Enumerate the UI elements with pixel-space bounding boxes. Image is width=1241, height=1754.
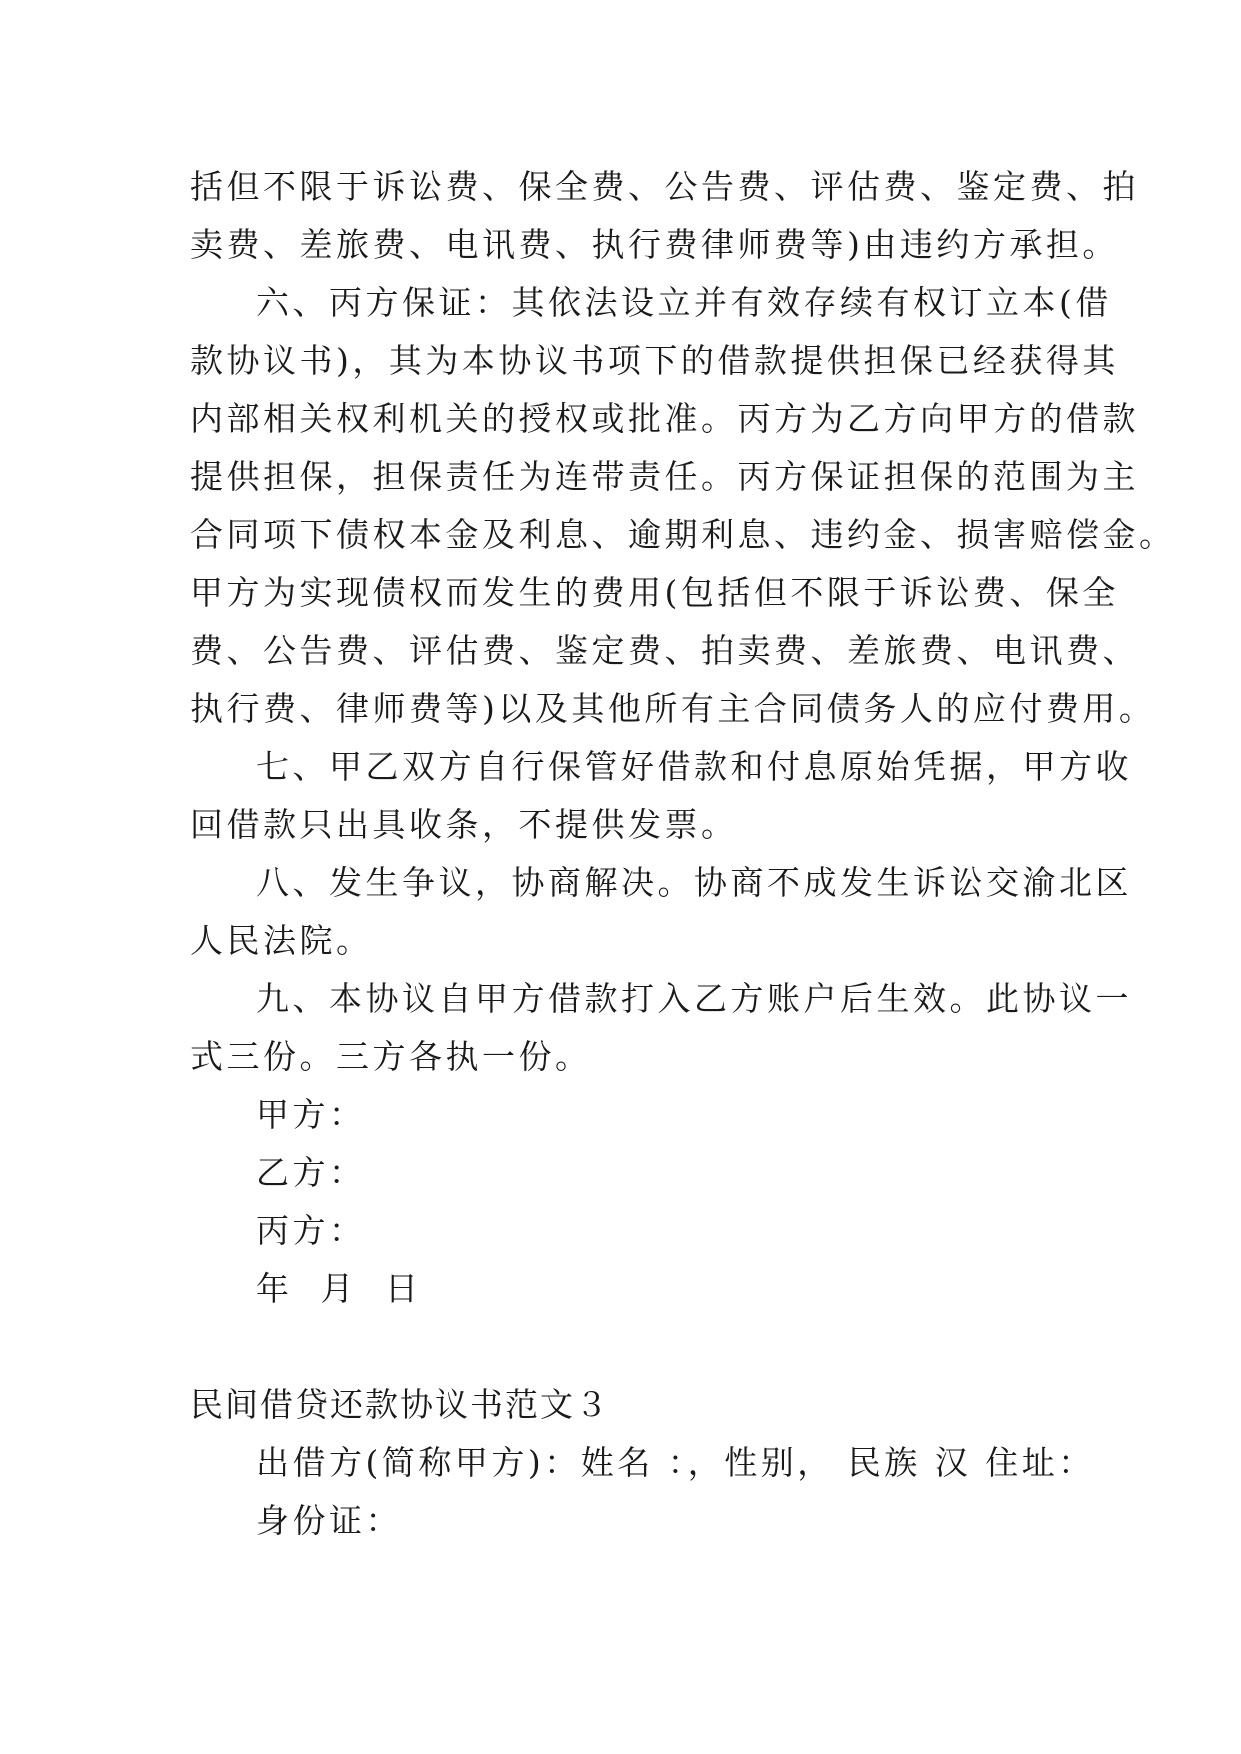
- text-line: 卖费、差旅费、电讯费、执行费律师费等)由违约方承担。: [190, 225, 1119, 264]
- clause-seven-start: 七、甲乙双方自行保管好借款和付息原始凭据，甲方收: [256, 747, 1132, 786]
- clause-nine-start: 九、本协议自甲方借款打入乙方账户后生效。此协议一: [256, 979, 1132, 1018]
- text-line: 合同项下债权本金及利息、逾期利息、违约金、损害赔偿金。: [190, 515, 1176, 554]
- lender-info-line: 出借方(简称甲方)：姓名 ：，性别， 民族 汉 住址：: [256, 1443, 1095, 1482]
- text-line: 执行费、律师费等)以及其他所有主合同债务人的应付费用。: [190, 689, 1156, 728]
- text-line: 甲方为实现债权而发生的费用(包括但不限于诉讼费、保全: [190, 573, 1119, 612]
- party-c-signature-label: 丙方：: [256, 1211, 366, 1250]
- section-title: 民间借贷还款协议书范文３: [190, 1385, 610, 1424]
- text-line: 括但不限于诉讼费、保全费、公告费、评估费、鉴定费、拍: [190, 167, 1139, 206]
- text-line: 费、公告费、评估费、鉴定费、拍卖费、差旅费、电讯费、: [190, 631, 1139, 670]
- party-b-signature-label: 乙方：: [256, 1153, 366, 1192]
- party-a-signature-label: 甲方：: [256, 1095, 366, 1134]
- text-line: 式三份。三方各执一份。: [190, 1037, 592, 1076]
- text-line: 人民法院。: [190, 921, 373, 960]
- date-label: 年 月 日: [256, 1269, 422, 1308]
- clause-six-start: 六、丙方保证：其依法设立并有效存续有权订立本(借: [256, 283, 1112, 322]
- text-line: 回借款只出具收条，不提供发票。: [190, 805, 738, 844]
- clause-eight-start: 八、发生争议，协商解决。协商不成发生诉讼交渝北区: [256, 863, 1132, 902]
- section-spacer: [190, 1318, 1060, 1376]
- text-line: 内部相关权利机关的授权或批准。丙方为乙方向甲方的借款: [190, 399, 1139, 438]
- document-page: [190, 158, 1176, 1550]
- text-line: 提供担保，担保责任为连带责任。丙方保证担保的范围为主: [190, 457, 1139, 496]
- id-card-label: 身份证：: [256, 1501, 402, 1540]
- text-line: 款协议书)，其为本协议书项下的借款提供担保已经获得其: [190, 341, 1119, 380]
